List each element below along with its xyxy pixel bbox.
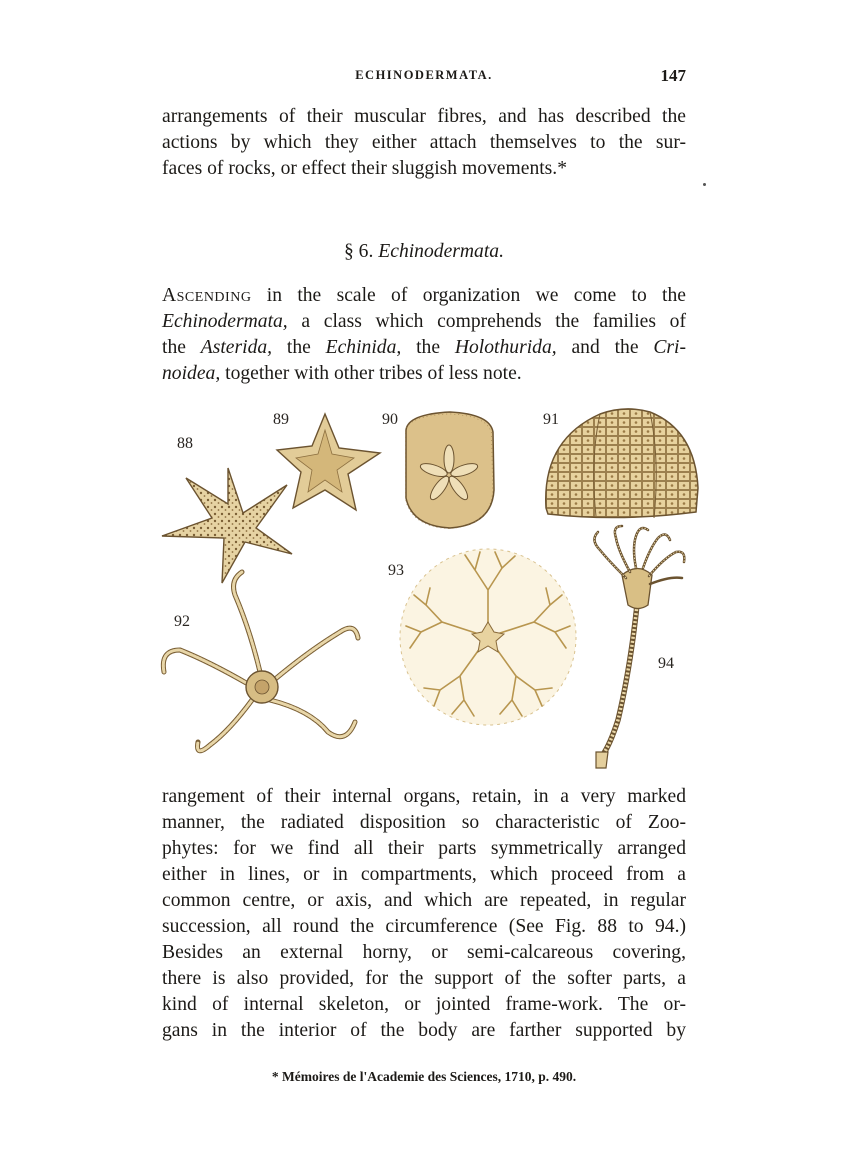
text-line: either in lines, or in compartments, which proceed from a (162, 864, 686, 885)
stray-mark (703, 183, 706, 186)
running-title: ECHINODERMATA. (355, 68, 493, 82)
body-paragraph (162, 784, 686, 1044)
taxon-name: Echinodermata, (162, 311, 288, 332)
top-paragraph (162, 104, 686, 182)
section-number: § 6. (343, 241, 374, 262)
text-line: arrangements of their muscular fibres, and has described the (162, 106, 686, 127)
text-line: manner, the radiated disposition so characteristic of Zoo- (162, 812, 686, 833)
figure-label-94: 94 (658, 655, 674, 672)
text-run: in the scale of organization we come to the (251, 285, 686, 306)
text-run: and the (556, 337, 654, 358)
footnote: * Mémoires de l'Academie des Sciences, 1710, p. 490. (271, 1069, 577, 1084)
text-line: succession, all round the circumference (See Fig. 88 to 94.) (162, 916, 686, 937)
figure-label-89: 89 (273, 411, 289, 428)
text-run: the (272, 337, 326, 358)
intro-paragraph (162, 283, 686, 387)
text-line (162, 309, 686, 335)
figure-90-sand-dollar (405, 412, 494, 529)
text-line: kind of internal skeleton, or jointed frame-work. The or- (162, 994, 686, 1015)
figure-label-88: 88 (177, 435, 193, 452)
taxon-name: Holothurida, (454, 337, 557, 358)
plate-illustration (150, 400, 700, 790)
figure-92-brittle-star (163, 572, 358, 751)
text-line: faces of rocks, or effect their sluggish movements.* (162, 158, 568, 179)
text-line: rangement of their internal organs, retain, in a very marked (162, 786, 686, 807)
figure-94-crinoid (594, 526, 684, 768)
text-line: phytes: for we find all their parts symmetrically arranged (162, 838, 686, 859)
text-line (162, 335, 686, 361)
figure-label-90: 90 (382, 411, 398, 428)
text-line (162, 283, 686, 309)
text-line (162, 361, 686, 387)
taxon-name: Asterida, (200, 337, 273, 358)
figure-93-basket-star (400, 549, 576, 725)
running-head (162, 66, 686, 88)
section-heading (162, 241, 686, 263)
taxon-name: noidea, (162, 363, 221, 384)
text-run: the (401, 337, 455, 358)
drop-word: Ascending (162, 285, 252, 306)
text-run: the (162, 337, 201, 358)
figure-label-92: 92 (174, 613, 190, 630)
text-run: together with other tribes of less note. (220, 363, 522, 384)
section-title: Echinodermata. (378, 241, 504, 262)
page-number: 147 (660, 66, 686, 85)
text-line: gans in the interior of the body are farther supported by (162, 1020, 686, 1041)
text-run: a class which comprehends the families of (287, 311, 686, 332)
text-line: Besides an external horny, or semi-calcareous covering, (162, 942, 686, 963)
text-line: there is also provided, for the support of the softer parts, a (162, 968, 686, 989)
figure-label-91: 91 (543, 411, 559, 428)
echinoderm-plate (150, 400, 700, 790)
figure-89-cushion-star (277, 414, 380, 510)
taxon-name: Echinida, (325, 337, 402, 358)
figure-91-sea-urchin (546, 409, 698, 518)
figure-88-starfish (162, 468, 292, 583)
taxon-name: Cri- (653, 337, 687, 358)
text-line: common centre, or axis, and which are repeated, in regular (162, 890, 686, 911)
text-line: actions by which they either attach themselves to the sur- (162, 132, 686, 153)
figure-label-93: 93 (388, 562, 404, 579)
